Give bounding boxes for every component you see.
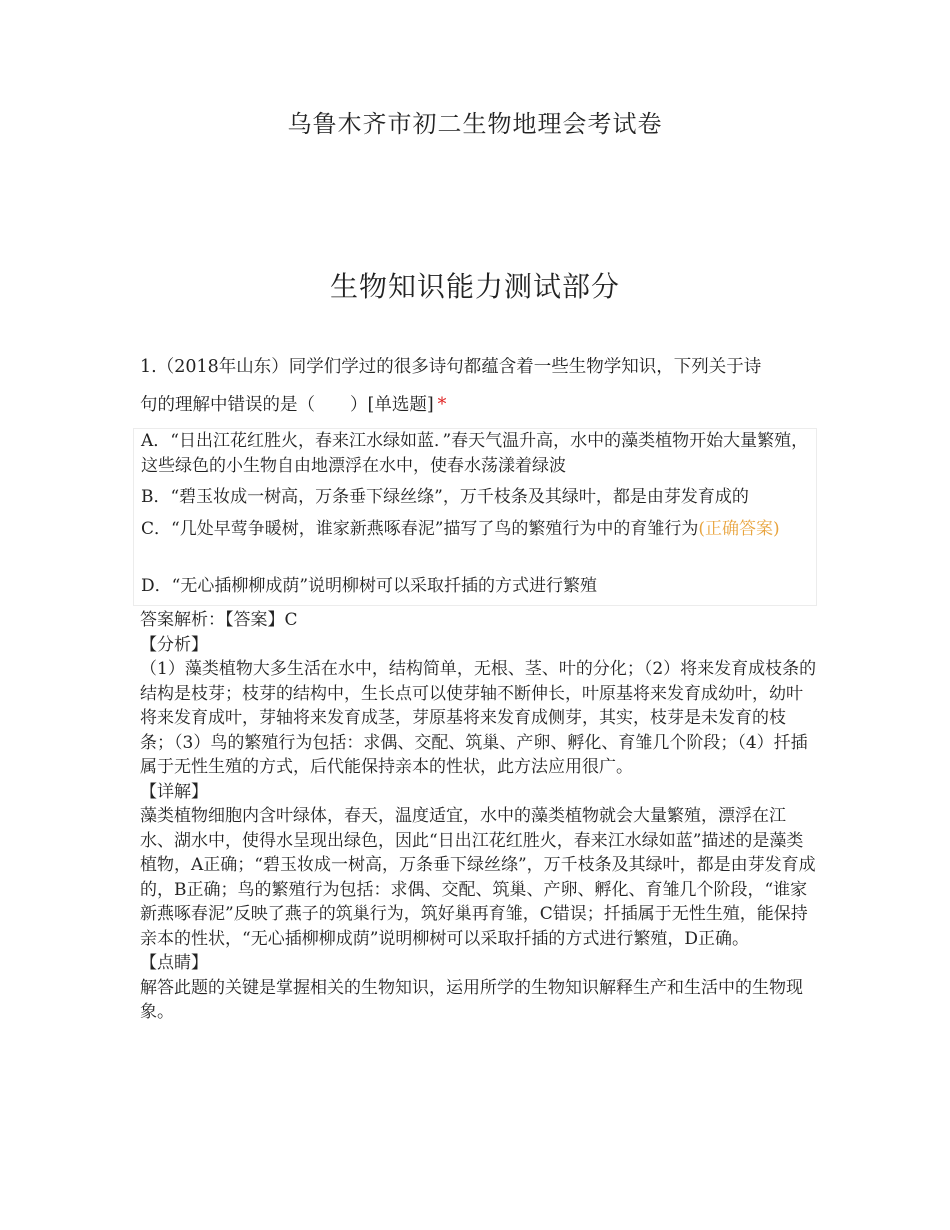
tip-text: 解答此题的关键是掌握相关的生物知识，运用所学的生物知识解释生产和生活中的生物现象。: [140, 977, 803, 1022]
document-title: 乌鲁木齐市初二生物地理会考试卷: [287, 110, 663, 138]
option-b[interactable]: [141, 485, 809, 510]
analysis-text: （1）藻类植物大多生活在水中，结构简单，无根、茎、叶的分化；（2）将来发育成枝条的结构是枝芽；枝芽的结构中，生长点可以使芽轴不断伸长，叶原基将来发育成幼叶，幼叶将来发育成叶，芽轴将来发育成茎，芽原基将来发育成侧芽，其实，枝芽是未发育的枝条；（3）鸟的繁殖行为包括：求偶、交配、筑巢、产卵、孵化、育雏几个阶段；（4）扦插属于无性生殖的方式，后代能保持亲本的性状，此方法应用很广。: [140, 659, 817, 777]
option-a[interactable]: [141, 429, 809, 478]
option-c-text: C．“几处早莺争暖树，谁家新燕啄春泥”描写了鸟的繁殖行为中的育雏行为: [141, 519, 699, 539]
answer-line: 答案解析：【答案】C: [140, 610, 298, 630]
question-line-1: 1.（2018年山东）同学们学过的很多诗句都蕴含着一些生物学知识，下列关于诗: [140, 357, 762, 377]
question-line-2: [140, 386, 820, 424]
option-c[interactable]: [141, 517, 809, 542]
detail-heading: 【详解】: [140, 781, 208, 802]
options-box: [133, 428, 817, 606]
option-a-text: A．“日出江花红胜火，春来江水绿如蓝．”春天气温升高，水中的藻类植物开始大量繁殖，这些绿色的小生物自由地漂浮在水中，使春水荡漾着绿波: [141, 431, 809, 476]
question-stem: [140, 348, 820, 424]
tip-heading: 【点睛】: [140, 953, 208, 973]
option-d[interactable]: [141, 574, 809, 599]
detail-text: 藻类植物细胞内含叶绿体，春天，温度适宜，水中的藻类植物就会大量繁殖，漂浮在江水、湖水中，使得水呈现出绿色，因此“日出江花红胜火，春来江水绿如蓝”描述的是藻类植物，A正确；“碧玉妆成一树高，万条垂下绿丝绦”，万千枝条及其绿叶，都是由芽发育成的，B正确；鸟的繁殖行为包括：求偶、交配、筑巢、产卵、孵化、育雏几个阶段，“谁家新燕啄春泥”反映了燕子的筑巢行为，筑好巢再育雏，C错误；扦插属于无性生殖，能保持亲本的性状，“无心插柳柳成荫”说明柳树可以采取扦插的方式进行繁殖，D正确。: [140, 806, 816, 949]
correct-answer-label: (正确答案): [698, 519, 780, 539]
required-mark: *: [437, 395, 447, 415]
section-title: 生物知识能力测试部分: [329, 270, 620, 303]
question-type-label: [单选题]: [367, 395, 434, 415]
analysis-heading: 【分析】: [140, 634, 208, 655]
question-line-2-text: 句的理解中错误的是（ ）: [140, 395, 368, 415]
option-d-text: D．“无心插柳柳成荫”说明柳树可以采取扦插的方式进行繁殖: [141, 576, 598, 596]
answer-analysis: [140, 608, 818, 1025]
option-b-text: B．“碧玉妆成一树高，万条垂下绿丝绦”，万千枝条及其绿叶，都是由芽发育成的: [141, 487, 749, 507]
